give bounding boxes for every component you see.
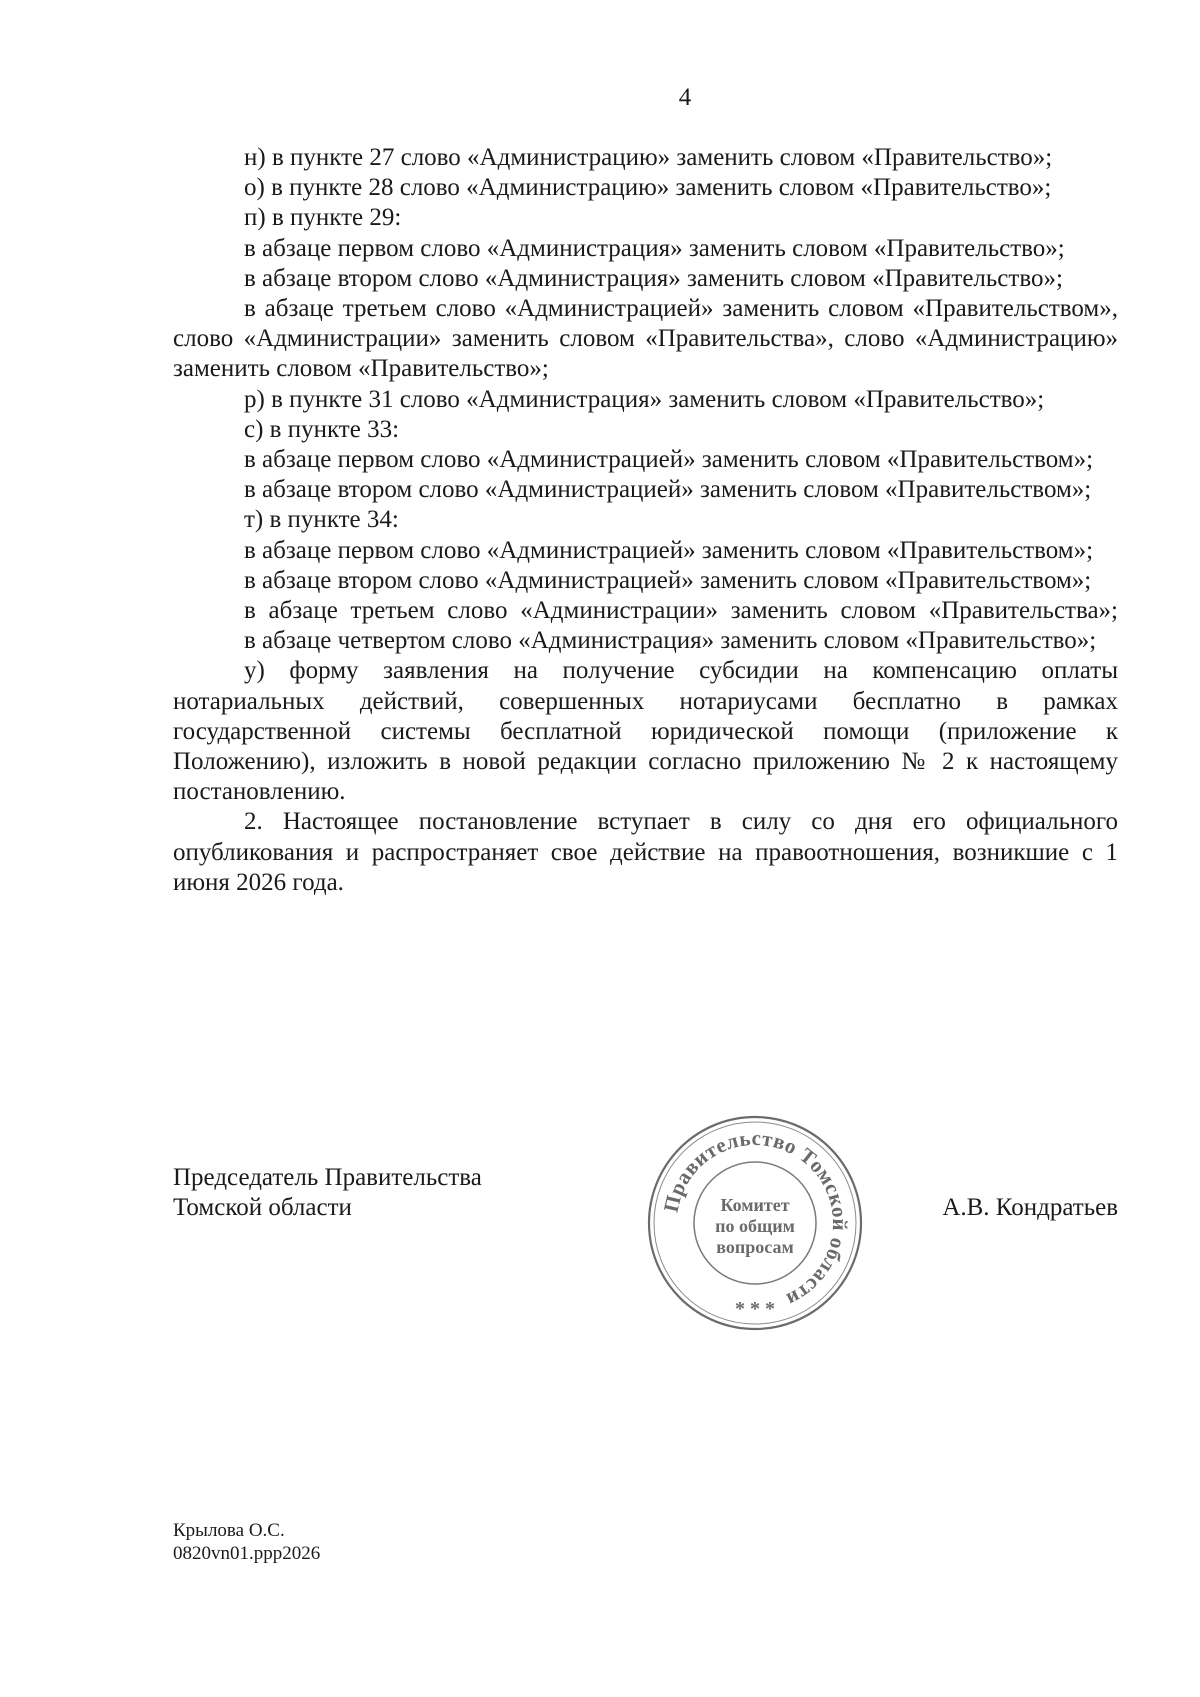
paragraph: с) в пункте 33: — [244, 415, 400, 443]
paragraph: н) в пункте 27 слово «Администрацию» заменить словом «Правительство»; — [244, 144, 1053, 171]
paragraph: п) в пункте 29: — [244, 204, 402, 232]
stamp-ring-text: Правительство Томской области — [658, 1125, 853, 1313]
stamp-line-1: Комитет — [720, 1195, 790, 1215]
signature-title — [173, 1163, 482, 1223]
paragraph: в абзаце четвертом слово «Администрация» заменить словом «Правительство»; — [244, 627, 1097, 655]
paragraph: в абзаце третьем слово «Администрацией» заменить словом «Правительством», слово «Администрации» заменить словом «Правительства», слово «Администрацию» заменить словом «Правительство»; — [173, 295, 1118, 383]
official-stamp — [642, 1110, 868, 1336]
signature-title-line-1: Председатель Правительства — [173, 1164, 482, 1191]
paragraph: р) в пункте 31 слово «Администрация» заменить словом «Правительство»; — [244, 385, 1045, 413]
paragraph: в абзаце первом слово «Администрация» заменить словом «Правительство»; — [244, 234, 1065, 262]
stamp-line-3: вопросам — [716, 1237, 794, 1257]
paragraph: у) форму заявления на получение субсидии на компенсацию оплаты нотариальных действий, совершенных нотариусами бесплатно в рамках государственной системы бесплатной юридической помощи (приложение к Положению), изложить в новой редакции согласно приложению № 2 к настоящему постановлению. — [173, 657, 1118, 806]
paragraph: 2. Настоящее постановление вступает в силу со дня его официального опубликования и распространяет свое действие на правоотношения, возникшие с 1 июня 2026 года. — [173, 808, 1118, 896]
signature-title-line-2: Томской области — [173, 1194, 352, 1221]
paragraph: в абзаце втором слово «Администрацией» заменить словом «Правительством»; — [244, 476, 1092, 504]
paragraph: о) в пункте 28 слово «Администрацию» заменить словом «Правительство»; — [244, 174, 1052, 202]
stamp-stars: * * * — [735, 1298, 775, 1320]
paragraph: в абзаце втором слово «Администрацией» заменить словом «Правительством»; — [244, 566, 1092, 594]
signatory-name: А.В. Кондратьев — [942, 1194, 1118, 1221]
paragraph: т) в пункте 34: — [244, 506, 399, 534]
paragraph: в абзаце первом слово «Администрацией» заменить словом «Правительством»; — [244, 446, 1094, 474]
footer — [173, 1519, 320, 1565]
document-body — [173, 143, 1118, 898]
footer-doc-code: 0820vn01.ppp2026 — [173, 1543, 321, 1564]
paragraph: в абзаце первом слово «Администрацией» заменить словом «Правительством»; — [244, 536, 1094, 564]
paragraph: в абзаце третьем слово «Администрации» заменить словом «Правительства»; — [244, 597, 1118, 625]
page-number: 4 — [678, 84, 692, 111]
footer-author: Крылова О.С. — [173, 1520, 285, 1541]
paragraph: в абзаце втором слово «Администрация» заменить словом «Правительство»; — [244, 264, 1063, 292]
stamp-line-2: по общим — [715, 1216, 795, 1236]
